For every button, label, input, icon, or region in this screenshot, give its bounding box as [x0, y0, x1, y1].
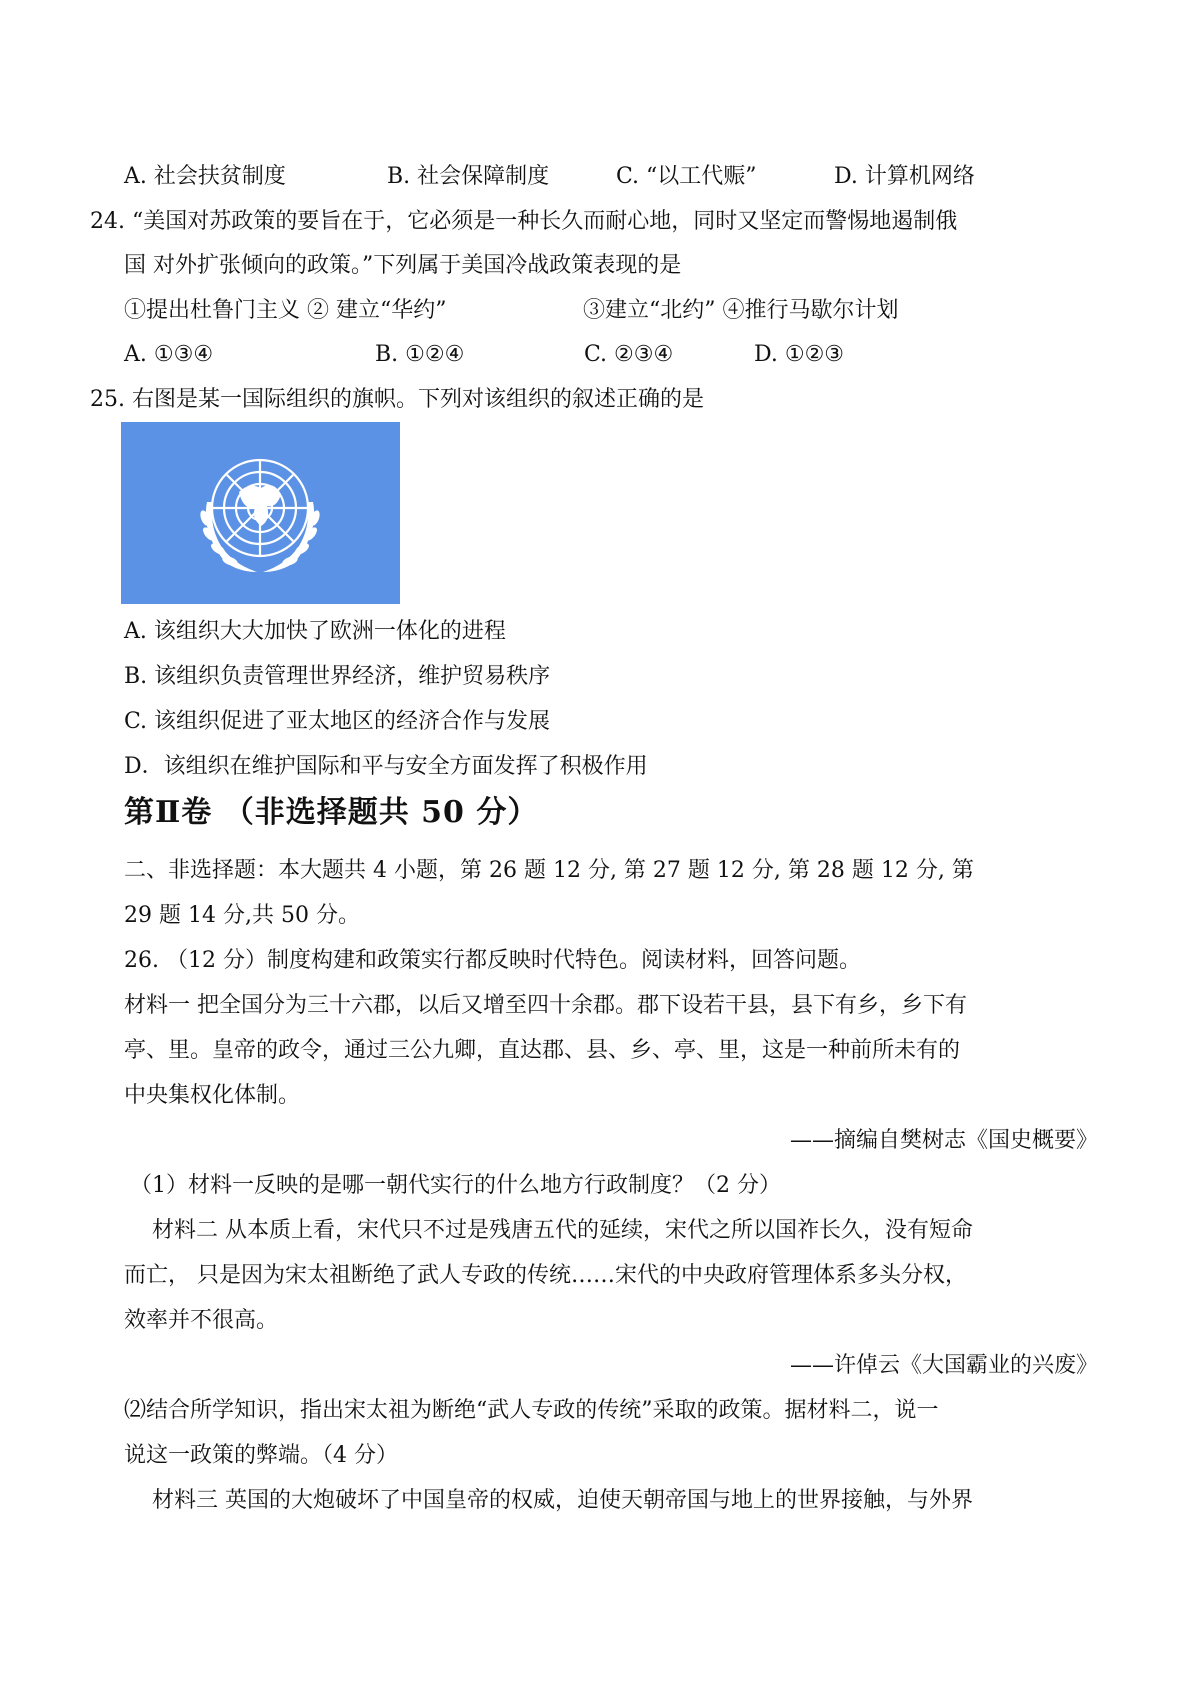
- q26-material2-source: ——许倬云《大国霸业的兴废》: [789, 1353, 1098, 1378]
- q23-option-c: C. “以工代赈”: [616, 164, 757, 189]
- q26-material2-line1: 材料二 从本质上看，宋代只不过是残唐五代的延续，宋代之所以国祚长久，没有短命: [152, 1218, 973, 1243]
- q26-material2-line2: 而亡， 只是因为宋太祖断绝了武人专政的传统……宋代的中央政府管理体系多头分权，: [124, 1263, 967, 1288]
- q26-subquestion-1: （1）材料一反映的是哪一朝代实行的什么地方行政制度？（2 分）: [130, 1173, 781, 1198]
- q26-intro: 26. （12 分）制度构建和政策实行都反映时代特色。阅读材料，回答问题。: [124, 948, 861, 973]
- q26-material1-line2: 亭、里。皇帝的政令，通过三公九卿，直达郡、县、乡、亭、里，这是一种前所未有的: [124, 1038, 961, 1063]
- q25-option-d: D．该组织在维护国际和平与安全方面发挥了积极作用: [124, 754, 648, 779]
- q24-option-d: D. ①②③: [754, 342, 845, 367]
- q26-subquestion-2-line1: ⑵结合所学知识，指出宋太祖为断绝“武人专政的传统”采取的政策。据材料二，说一: [124, 1398, 939, 1423]
- q24-option-c: C. ②③④: [584, 342, 674, 367]
- q23-option-a: A. 社会扶贫制度: [124, 164, 286, 189]
- q23-option-b: B. 社会保障制度: [387, 164, 550, 189]
- part2-instructions-line2: 29 题 14 分,共 50 分。: [124, 903, 360, 928]
- q24-option-b: B. ①②④: [375, 342, 465, 367]
- part2-instructions-line1: 二、非选择题：本大题共 4 小题，第 26 题 12 分, 第 27 题 12 分, 第 28 题 12 分, 第: [124, 858, 974, 883]
- q24-stem-line2: 国 对外扩张倾向的政策。”下列属于美国冷战政策表现的是: [124, 253, 682, 278]
- q25-option-b: B. 该组织负责管理世界经济，维护贸易秩序: [124, 664, 551, 689]
- q26-subquestion-2-line2: 说这一政策的弊端。（4 分）: [124, 1443, 398, 1468]
- q24-item-3-4: ③建立“北约” ④推行马歇尔计划: [583, 298, 899, 323]
- q24-item-1-2: ①提出杜鲁门主义 ② 建立“华约”: [124, 298, 447, 323]
- q23-option-d: D. 计算机网络: [834, 164, 975, 189]
- q26-material1-source: ——摘编自樊树志《国史概要》: [789, 1128, 1098, 1153]
- q26-material1-line3: 中央集权化体制。: [124, 1083, 301, 1108]
- q25-stem: 25. 右图是某一国际组织的旗帜。下列对该组织的叙述正确的是: [90, 387, 704, 412]
- q25-option-c: C. 该组织促进了亚太地区的经济合作与发展: [124, 709, 551, 734]
- q26-material3-line1: 材料三 英国的大炮破坏了中国皇帝的权威，迫使天朝帝国与地上的世界接触，与外界: [152, 1488, 973, 1513]
- q26-material1-line1: 材料一 把全国分为三十六郡，以后又增至四十余郡。郡下设若干县，县下有乡，乡下有: [124, 993, 967, 1018]
- q26-material2-line3: 效率并不很高。: [124, 1308, 279, 1333]
- un-flag-image: [121, 422, 400, 604]
- part2-title: 第Ⅱ卷 （非选择题共 50 分）: [124, 795, 539, 830]
- q24-stem-line1: 24. “美国对苏政策的要旨在于，它必须是一种长久而耐心地，同时又坚定而警惕地遏制俄: [90, 209, 958, 234]
- un-emblem-icon: [121, 422, 400, 604]
- q25-option-a: A. 该组织大大加快了欧洲一体化的进程: [124, 619, 506, 644]
- q24-option-a: A. ①③④: [124, 342, 214, 367]
